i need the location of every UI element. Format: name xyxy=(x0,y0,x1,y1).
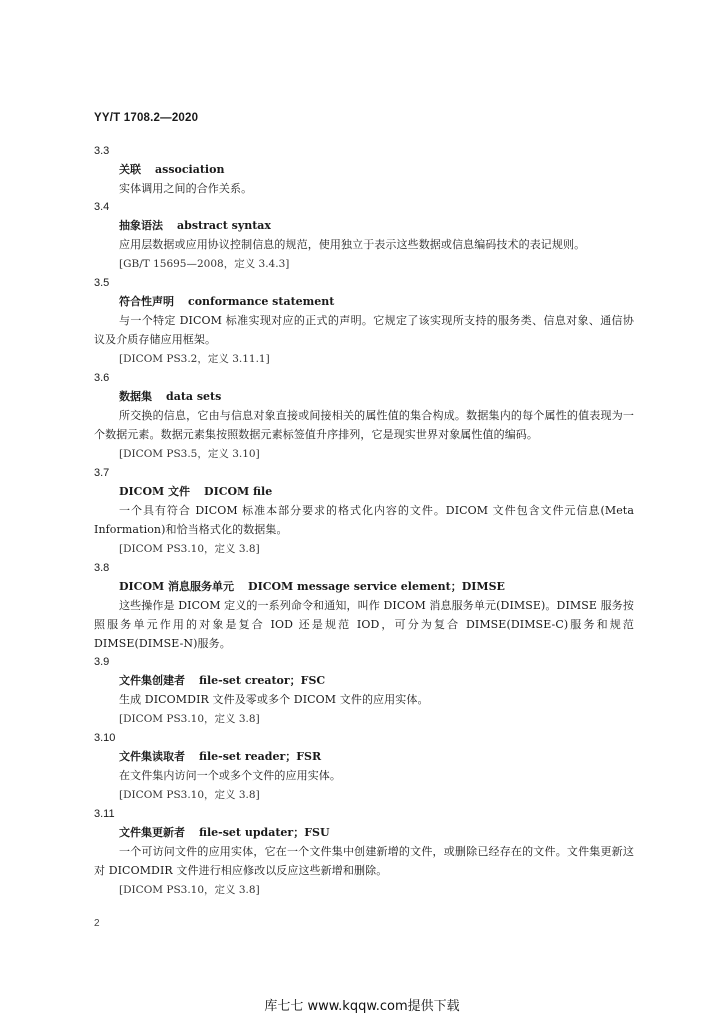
entry-reference: [DICOM PS3.2，定义 3.11.1] xyxy=(119,353,270,365)
entry-definition: 应用层数据或应用协议控制信息的规范，使用独立于表示这些数据或信息编码技术的表记规则。 xyxy=(119,238,586,251)
entry-term xyxy=(94,823,634,842)
entry-term xyxy=(94,671,634,690)
entry-number: 3.5 xyxy=(94,277,110,289)
term-en: conformance statement xyxy=(188,295,335,308)
term-zh: 数据集 xyxy=(119,390,152,403)
entry-number: 3.11 xyxy=(94,808,115,820)
entry-number: 3.3 xyxy=(94,145,110,157)
term-zh: 抽象语法 xyxy=(119,219,163,232)
entry-number: 3.4 xyxy=(94,201,110,213)
entry-term xyxy=(94,387,634,406)
entry-definition: 生成 DICOMDIR 文件及零或多个 DICOM 文件的应用实体。 xyxy=(119,693,429,706)
entry-term xyxy=(94,216,634,235)
term-zh: 文件集读取者 xyxy=(119,750,185,763)
entry-number: 3.10 xyxy=(94,732,116,744)
entry-number: 3.8 xyxy=(94,562,110,574)
entry-term xyxy=(94,292,634,311)
entry-definition: 一个具有符合 DICOM 标准本部分要求的格式化内容的文件。DICOM 文件包含文件元信息(Meta Information)和恰当格式化的数据集。 xyxy=(94,504,634,536)
standard-id-header: YY/T 1708.2—2020 xyxy=(94,112,199,124)
entry-definition: 所交换的信息，它由与信息对象直接或间接相关的属性值的集合构成。数据集内的每个属性的值表现为一个数据元素。数据元素集按照数据元素标签值升序排列，它是现实世界对象属性值的编码。 xyxy=(94,409,634,441)
definition-entry xyxy=(94,653,634,729)
definition-entry xyxy=(94,274,634,369)
entry-definition: 这些操作是 DICOM 定义的一系列命令和通知，叫作 DICOM 消息服务单元(DIMSE)。DIMSE 服务按照服务单元作用的对象是复合 IOD 还是规范 IOD，可分为复合 DIMSE(DIMSE-C)服务和规范DIMSE(DIMSE-N)服务。 xyxy=(94,599,634,650)
term-en: file-set reader；FSR xyxy=(199,750,322,763)
term-en: DICOM file xyxy=(204,485,273,498)
entry-reference: [DICOM PS3.10，定义 3.8] xyxy=(119,884,260,896)
term-zh: DICOM 文件 xyxy=(119,485,191,498)
entry-definition: 与一个特定 DICOM 标准实现对应的正式的声明。它规定了该实现所支持的服务类、信息对象、通信协议及介质存储应用框架。 xyxy=(94,314,634,346)
term-en: data sets xyxy=(166,390,222,403)
entry-term xyxy=(94,160,634,179)
definition-entry xyxy=(94,369,634,464)
entry-reference: [DICOM PS3.10，定义 3.8] xyxy=(119,789,260,801)
term-en: DICOM message service element；DIMSE xyxy=(248,580,505,593)
definition-entry xyxy=(94,559,634,653)
definition-entry xyxy=(94,198,634,274)
entry-reference: [DICOM PS3.10，定义 3.8] xyxy=(119,713,260,725)
page-number: 2 xyxy=(94,918,100,929)
download-footer: 库七七 www.kqqw.com提供下载 xyxy=(264,999,460,1014)
entry-definition: 在文件集内访问一个或多个文件的应用实体。 xyxy=(119,769,341,782)
term-zh: 关联 xyxy=(119,163,141,176)
entry-reference: [DICOM PS3.5，定义 3.10] xyxy=(119,448,260,460)
term-en: abstract syntax xyxy=(177,219,271,232)
term-en: file-set updater；FSU xyxy=(199,826,330,839)
term-en: association xyxy=(155,163,225,176)
entry-number: 3.6 xyxy=(94,372,110,384)
definition-entry xyxy=(94,805,634,900)
definition-entry xyxy=(94,142,634,198)
definition-entry xyxy=(94,464,634,559)
term-zh: DICOM 消息服务单元 xyxy=(119,580,235,593)
entry-definition: 实体调用之间的合作关系。 xyxy=(119,182,253,195)
term-zh: 符合性声明 xyxy=(119,295,174,308)
entry-definition: 一个可访问文件的应用实体，它在一个文件集中创建新增的文件，或删除已经存在的文件。文件集更新这对 DICOMDIR 文件进行相应修改以反应这些新增和删除。 xyxy=(94,845,634,877)
term-en: file-set creator；FSC xyxy=(199,674,326,687)
entry-term xyxy=(94,747,634,766)
entry-number: 3.7 xyxy=(94,467,110,479)
definition-entry xyxy=(94,729,634,805)
term-zh: 文件集更新者 xyxy=(119,826,185,839)
entry-term xyxy=(94,482,634,501)
definitions-list xyxy=(94,142,634,900)
entry-term xyxy=(94,577,634,596)
entry-number: 3.9 xyxy=(94,656,110,668)
entry-reference: [GB/T 15695—2008，定义 3.4.3] xyxy=(119,258,290,270)
entry-reference: [DICOM PS3.10，定义 3.8] xyxy=(119,543,260,555)
term-zh: 文件集创建者 xyxy=(119,674,185,687)
